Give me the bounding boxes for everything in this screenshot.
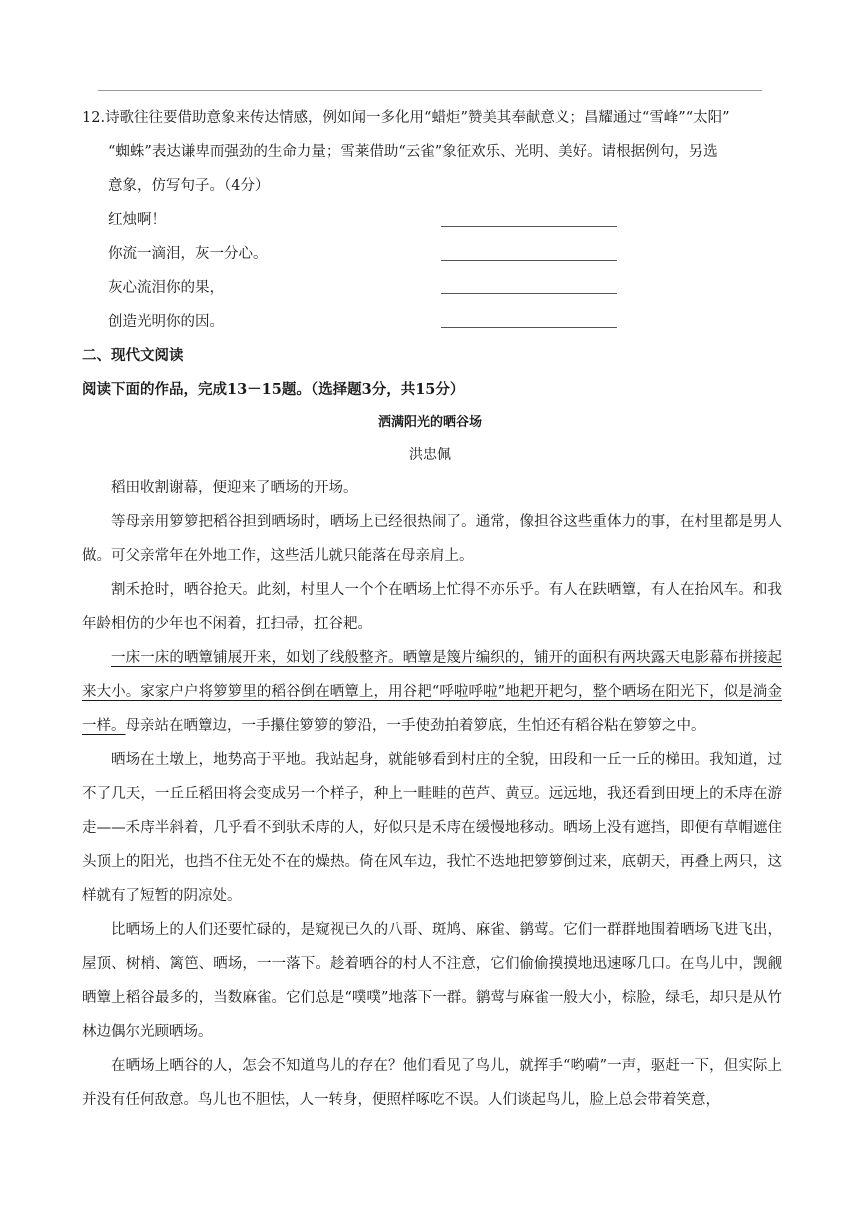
header-rule	[98, 90, 762, 91]
article-author: 洪忠佩	[409, 447, 451, 463]
answer-blank-3[interactable]	[441, 293, 617, 294]
answer-blank-2[interactable]	[441, 260, 617, 261]
question-12-line3: 意象，仿写句子。（4分）	[108, 178, 270, 194]
paragraph-5: 晒场在土墩上，地势高于平地。我站起身，就能够看到村庄的全貌，田段和一丘一丘的梯田。我知道，过不了几天，一丘丘稻田将会变成另一个样子，种上一畦畦的芭芦、黄豆。远远地，我还看到田埂上的禾庤在游走——禾庤半斜着，几乎看不到驮禾庤的人，好似只是禾庤在缓慢地移动。晒场上没有遮挡，即便有草帽遮住头顶上的阳光，也挡不住无处不在的燥热。倚在风车边，我忙不迭地把箩箩倒过来，底朝天，再叠上两只，这样就有了短暂的阴凉处。	[82, 752, 782, 904]
article-title: 洒满阳光的晒谷场	[377, 415, 482, 430]
question-12-line2: “蜘蛛”表达谦卑而强劲的生命力量；雪莱借助“云雀”象征欢乐、光明、美好。请根据例句，另选	[108, 144, 718, 160]
paragraph-4	[82, 641, 782, 743]
paragraph-7: 在晒场上晒谷的人，怎会不知道鸟儿的存在？他们看见了鸟儿，就挥手“哟嗬”一声，驱赶一下，但实际上并没有任何敌意。鸟儿也不胆怯，人一转身，便照样啄吃不误。人们谈起鸟儿，脸上总会带着笑意，	[82, 1058, 782, 1108]
example-line-1: 红烛啊！	[108, 212, 166, 228]
underlined-passage: 一床一床的晒簟铺展开来，如划了线般整齐。晒簟是篾片编织的，铺开的面积有两块露天电影幕布拼接起来大小。家家户户将箩箩里的稻谷倒在晒簟上，用谷耙“呼啦呼啦”地耙开耙匀，整个晒场在阳光下，似是淌金一样。	[82, 650, 782, 734]
question-number: 12.	[82, 110, 106, 126]
answer-blank-1[interactable]	[441, 226, 617, 227]
example-line-3: 灰心流泪你的果，	[108, 280, 224, 296]
paragraph-3: 割禾抢时，晒谷抢天。此刻，村里人一个个在晒场上忙得不亦乐乎。有人在趺晒簟，有人在抬风车。和我年龄相仿的少年也不闲着，扛扫帚，扛谷耙。	[82, 582, 782, 632]
question-12-line1	[82, 106, 730, 127]
paragraph-2: 等母亲用箩箩把稻谷担到晒场时，晒场上已经很热闹了。通常，像担谷这些重体力的事，在村里都是男人做。可父亲常年在外地工作，这些活儿就只能落在母亲肩上。	[82, 514, 782, 564]
paragraph-6: 比晒场上的人们还要忙碌的，是窥视已久的八哥、斑鸠、麻雀、鹟莺。它们一群群地围着晒场飞进飞出，屋顶、树梢、篱笆、晒场，一一落下。趁着晒谷的村人不注意，它们偷偷摸摸地迅速啄几口。在鸟儿中，觊觎晒簟上稻谷最多的，当数麻雀。它们总是“噗噗”地落下一群。鹟莺与麻雀一般大小，棕脸，绿毛，却只是从竹林边偶尔光顾晒场。	[82, 922, 782, 1040]
example-line-4: 创造光明你的因。	[108, 314, 224, 330]
paragraph-4-rest: 母亲站在晒簟边，一手攥住箩箩的箩沿，一手使劲拍着箩底，生怕还有稻谷粘在箩箩之中。	[125, 718, 706, 734]
answer-blank-4[interactable]	[441, 327, 617, 328]
example-line-2: 你流一滴泪，灰一分心。	[108, 246, 268, 262]
section-heading: 二、现代文阅读	[82, 347, 184, 364]
question-text: 诗歌往往要借助意象来传达情感，例如闻一多化用“蜡炬”赞美其奉献意义；昌耀通过“雪峰”“太阳”	[105, 110, 730, 126]
paragraph-1: 稻田收割谢幕，便迎来了晒场的开场。	[111, 480, 358, 496]
section-instruction: 阅读下面的作品，完成13－15题。（选择题3分，共15分）	[82, 381, 465, 398]
